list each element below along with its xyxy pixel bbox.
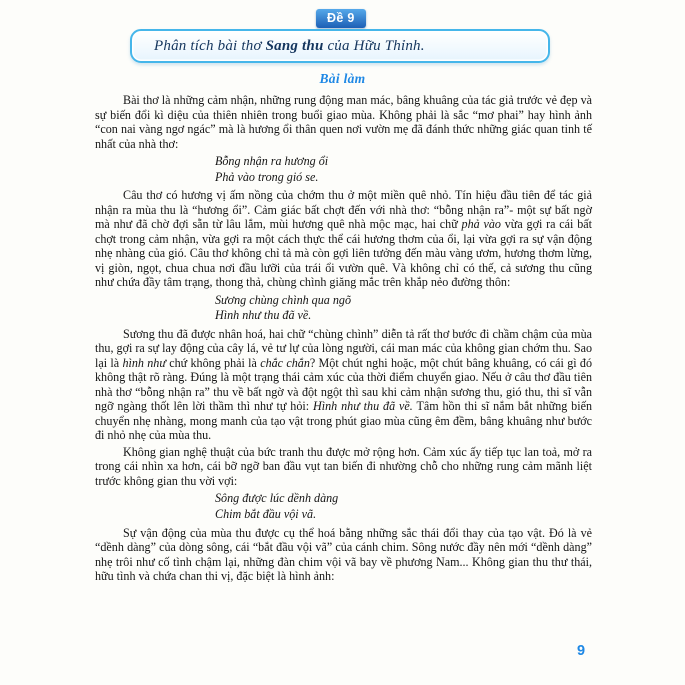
essay-paragraph: Sương thu đã được nhân hoá, hai chữ “chùng chình” diễn tả rất thơ bước đi chầm chậm của mùa thu, gợi ra sự lay động của cây lá, vẻ tư lự của lòng người, cái man mác của không gian chớm thu. Sao lại là hình như chứ không phải là chắc chắn? Một chút nghi hoặc, một chút bâng khuâng, có cái gì đó không thật rõ ràng. Đúng là một trạng thái cảm xúc của thời điểm chuyển giao. Nếu ở câu thơ đầu tiên nhà thơ “bỗng nhận ra” thu về bất ngờ và đột ngột thì sau khi cảm nhận sương thu, gió thu, thi sĩ vẫn ngỡ ngàng thốt lên lời thầm thì như tự hỏi: Hình như thu đã về. Tâm hồn thi sĩ nắm bắt những biến chuyển nhẹ nhàng, mong manh của tạo vật trong phút giao mùa cũng êm đềm, bâng khuâng như bước đi nhỏ nhẹ của mùa thu.	[95, 326, 593, 443]
poem-verse	[215, 491, 592, 522]
poem-verse-line: Phả vào trong gió se.	[215, 169, 319, 184]
essay-paragraph: Bài thơ là những cảm nhận, những rung động man mác, bâng khuâng của tác giả trước vẻ đẹp và sự biến đổi kì diệu của thiên nhiên trong buổi giao mùa. Không phải là sắc “mơ phai” hay hình ảnh “con nai vàng ngơ ngác” mà là hương ổi thân quen nơi vườn mẹ đã đánh thức những giác quan tinh tế nhất của nhà thơ:	[95, 93, 592, 151]
exercise-title	[154, 38, 425, 55]
poem-verse-line: Hình như thu đã về.	[215, 308, 312, 323]
essay-paragraph: Sự vận động của mùa thu được cụ thể hoá bằng những sắc thái đổi thay của tạo vật. Đó là vẻ “dềnh dàng” của dòng sông, cái “bắt đầu vội vã” của cánh chim. Sông nước đầy nên mới “dềnh dàng” nhẹ trôi như cố tình chậm lại, những đàn chim vội vã bay về phương Nam... Không gian thu thư thái, hữu tình và chứa chan thi vị, đặc biệt là hình ảnh:	[95, 525, 592, 584]
exercise-title-box	[130, 29, 550, 63]
essay-paragraph: Câu thơ có hương vị ấm nồng của chớm thu ở một miền quê nhỏ. Tín hiệu đầu tiên để tác giả nhận ra mùa thu là “hương ổi”. Cảm giác bất chợt đến với nhà thơ: “bỗng nhận ra”- một sự bất ngờ mà như đã chờ đợi sẵn từ lâu lắm, mùi hương quê nhà mộc mạc, hai chữ phả vào vừa gợi ra cái bất chợt trong cảm nhận, vừa gợi ra một cách thực thể cái hương thơm của ổi, lại vừa gợi ra sự vận động nhẹ nhàng của gió. Câu thơ không chỉ tả mà còn gợi liên tưởng đến màu vàng ươm, hương thơm lừng, vị giòn, ngọt, chua chua nơi đầu lưỡi của trái ổi vườn quê. Và không chỉ có thế, cả sương thu cũng như chứa đầy tâm trạng, thong thả, chùng chình giăng mắc trên khắp nẻo đường thôn:	[95, 188, 592, 290]
poem-verse-line: Sương chùng chình qua ngõ	[215, 292, 351, 307]
page-number: 9	[577, 643, 586, 659]
poem-verse-line: Bỗng nhận ra hương ổi	[215, 154, 329, 168]
poem-verse	[215, 154, 592, 185]
title-suffix: của Hữu Thỉnh.	[323, 37, 425, 54]
title-prefix: Phân tích bài thơ	[154, 37, 266, 54]
bai-lam-heading: Bài làm	[319, 71, 366, 86]
title-poem-name: Sang thu	[265, 37, 324, 54]
poem-verse-line: Sông được lúc dềnh dàng	[215, 491, 339, 506]
essay-paragraph: Không gian nghệ thuật của bức tranh thu được mở rộng hơn. Cảm xúc ấy tiếp tục lan toả, mở ra trong cái nhìn xa hơn, cái bỡ ngỡ ban đầu vụt tan biến đi nhường chỗ cho những rung cảm mãnh liệt trước không gian thu vời vợi:	[95, 444, 592, 488]
essay-body	[95, 93, 592, 586]
exercise-number-badge: Đề 9	[316, 9, 366, 28]
poem-verse	[215, 293, 592, 324]
poem-verse-line: Chim bắt đầu vội vã.	[215, 506, 317, 521]
